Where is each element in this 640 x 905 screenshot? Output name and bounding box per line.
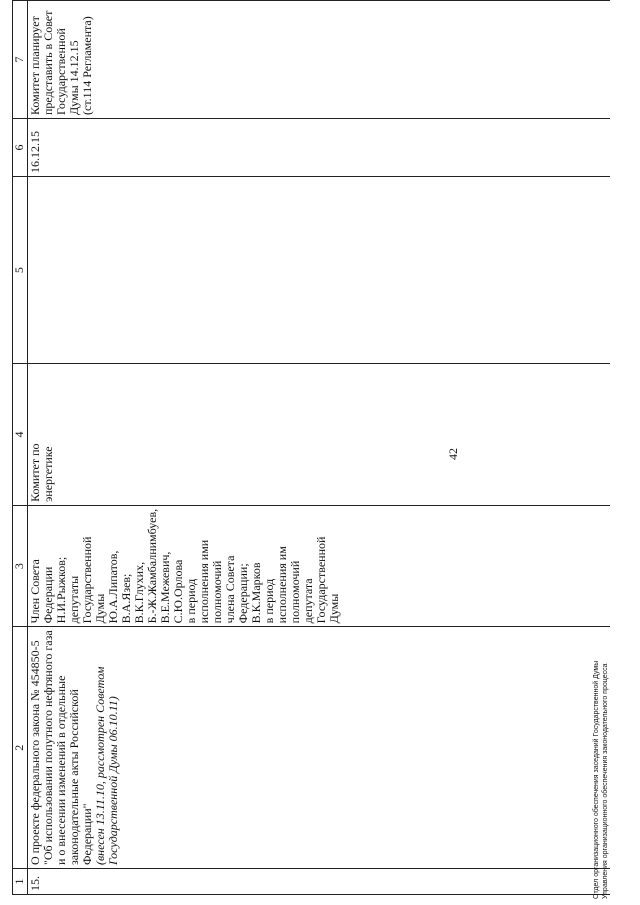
author-line: исполнения ими xyxy=(197,539,211,624)
footer-line: Отдел организационного обеспечения заседаний Государственной Думы xyxy=(593,660,600,899)
bill-note-line: (внесен 13.11.10, рассмотрен Советом xyxy=(93,666,107,866)
bill-title-line: "Об использовании попутного нефтяного газа xyxy=(41,630,55,866)
row-number: 15. xyxy=(28,869,611,895)
table-row xyxy=(28,1,611,895)
column-5-cell xyxy=(28,176,611,363)
column-header: 1 xyxy=(13,869,28,895)
bill-note-line: Государственной Думы 06.10.11) xyxy=(106,696,120,866)
author-line: В.Е.Межевич, xyxy=(158,551,172,624)
column-header: 5 xyxy=(13,176,28,363)
author-line: В.К.Глухих, xyxy=(132,561,146,624)
author-line: Думы xyxy=(93,593,107,624)
bill-title-line: Федерации" xyxy=(80,803,94,866)
author-line: полномочий xyxy=(288,560,302,624)
author-line: Государственной xyxy=(314,536,328,624)
committee-line: Комитет по xyxy=(28,443,42,502)
comment-line: Государственной xyxy=(54,28,68,115)
bill-title-cell xyxy=(28,627,611,869)
comment xyxy=(29,4,94,115)
column-header: 2 xyxy=(13,627,28,869)
author-line: члена Совета xyxy=(223,555,237,624)
author-line: депутаты xyxy=(67,575,81,624)
comment-cell xyxy=(28,1,611,119)
comment-line: представить в Совет xyxy=(41,10,55,115)
author-line: Ю.А.Липатов, xyxy=(106,550,120,624)
bills-table xyxy=(12,0,610,895)
bill-title-line: законодательные акты Российской xyxy=(67,689,81,866)
comment-line: Думы 14.12.15 xyxy=(67,40,81,115)
author-line: Государственной xyxy=(80,536,94,624)
footer xyxy=(592,661,610,899)
author-line: депутата xyxy=(301,578,315,624)
author-line: В.А.Язев; xyxy=(119,573,133,624)
bill-title xyxy=(29,630,94,865)
author-line: исполнения им xyxy=(275,546,289,624)
committee xyxy=(29,367,55,502)
authors-list xyxy=(29,509,341,623)
authors-cell xyxy=(28,505,611,626)
footer-line: Управления организационного обеспечения законодательного процесса xyxy=(602,663,609,899)
column-header: 3 xyxy=(13,505,28,626)
committee-line: энергетике xyxy=(41,446,55,502)
page-number: 42 xyxy=(446,448,460,460)
author-line: Б.-Ж.Жамбалнимбуев, xyxy=(145,508,159,624)
bill-title-line: и о внесении изменений в отдельные xyxy=(54,675,68,866)
author-line: в период xyxy=(184,578,198,624)
committee-cell xyxy=(28,364,611,506)
comment-line: (ст.114 Регламента) xyxy=(80,16,94,115)
column-header: 7 xyxy=(13,1,28,119)
author-line: С.Ю.Орлова xyxy=(171,559,185,624)
author-line: Федерации; xyxy=(236,563,250,624)
author-line: в период xyxy=(262,578,276,624)
author-line: Федерации xyxy=(41,566,55,624)
author-line: полномочий xyxy=(210,560,224,624)
author-line: Член Совета xyxy=(28,559,42,624)
date-cell: 16.12.15 xyxy=(28,119,611,177)
comment-line: Комитет планирует xyxy=(28,16,42,115)
bill-note xyxy=(94,630,120,865)
author-line: В.К.Марков xyxy=(249,562,263,624)
author-line: Думы xyxy=(327,593,341,624)
column-header: 6 xyxy=(13,119,28,177)
author-line: Н.И.Рыжков; xyxy=(54,556,68,624)
bill-title-line: О проекте федерального закона № 454850-5 xyxy=(28,640,42,866)
table-header-row xyxy=(13,1,28,895)
column-header: 4 xyxy=(13,364,28,506)
